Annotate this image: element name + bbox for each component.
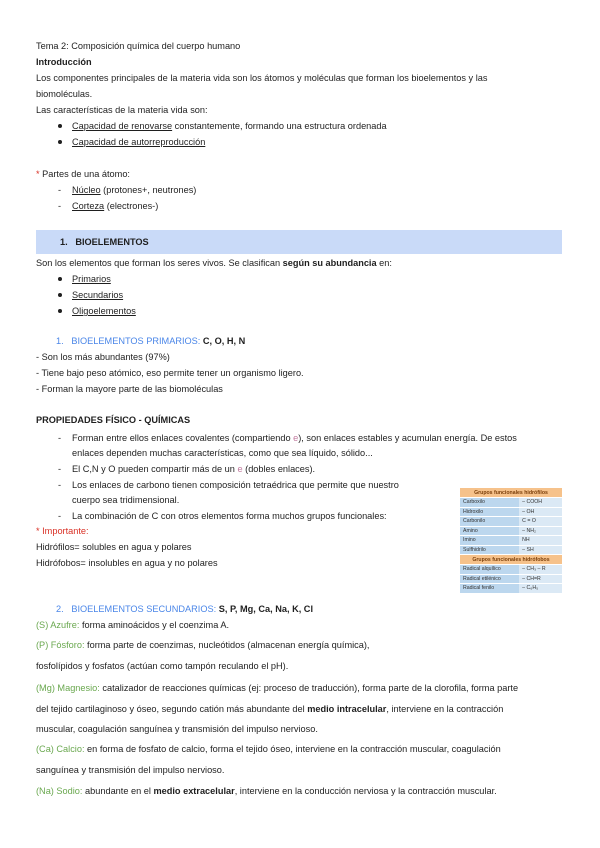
list-item-text: (protones+, neutrones) bbox=[100, 185, 197, 195]
list-item-text: (dobles enlaces). bbox=[242, 464, 316, 474]
table-cell: – SH bbox=[519, 546, 562, 555]
subsection-heading bbox=[56, 335, 245, 347]
list-item bbox=[72, 136, 205, 148]
dash-marker: - bbox=[58, 185, 62, 195]
table-cell: C = O bbox=[519, 517, 562, 526]
element-description bbox=[36, 639, 369, 651]
intro-paragraph: Los componentes principales de la materia vida son los átomos y moléculas que forman los bioelementos y las bbox=[36, 73, 488, 83]
list-item: Primarios bbox=[72, 274, 111, 284]
dash-marker: - bbox=[58, 201, 62, 211]
subsection-title: BIOELEMENTOS PRIMARIOS: bbox=[71, 336, 203, 346]
table-cell: – CH=R bbox=[519, 575, 562, 584]
dash-marker: - bbox=[58, 433, 62, 443]
list-item-underlined: Capacidad de renovarse bbox=[72, 121, 173, 131]
intro-heading: Introducción bbox=[36, 57, 92, 67]
element-text-bold: medio intracelular bbox=[307, 704, 387, 714]
atom-parts-text: Partes de una átomo: bbox=[39, 169, 130, 179]
hydrophobic-definition: Hidrófobos= insolubles en agua y no polares bbox=[36, 558, 218, 568]
list-item-underlined: Núcleo bbox=[72, 185, 101, 195]
table-cell: – NH₂ bbox=[519, 527, 562, 536]
subsection-elements: C, O, H, N bbox=[202, 336, 246, 346]
list-item-text: El C,N y O pueden compartir más de un bbox=[72, 464, 238, 474]
table-cell: Amino bbox=[460, 527, 519, 536]
element-text: abundante en el bbox=[82, 786, 154, 796]
list-item bbox=[72, 432, 517, 444]
table-cell: – CH₃ – R bbox=[519, 565, 562, 574]
element-description bbox=[36, 682, 518, 694]
table-row bbox=[460, 508, 562, 518]
element-label: (Na) Sodio: bbox=[36, 786, 83, 796]
table-cell: Radical alquílico bbox=[460, 565, 519, 574]
list-item-cont: cuerpo sea tridimensional. bbox=[72, 495, 180, 505]
element-description bbox=[36, 619, 229, 631]
table-row bbox=[460, 498, 562, 508]
atom-parts-label bbox=[36, 168, 130, 180]
section-intro-bold: según su abundancia bbox=[282, 258, 377, 268]
table-cell: Radical etilénico bbox=[460, 575, 519, 584]
subsection-heading bbox=[56, 603, 313, 615]
section-intro-end: en: bbox=[376, 258, 392, 268]
list-item-text: Forman entre ellos enlaces covalentes (compartiendo bbox=[72, 433, 294, 443]
table-cell: Carboxilo bbox=[460, 498, 519, 507]
bullet-dot bbox=[58, 293, 62, 297]
element-description bbox=[36, 743, 501, 755]
list-item: Secundarios bbox=[72, 290, 124, 300]
section-heading bbox=[60, 236, 149, 248]
element-text: forma aminoácidos y el coenzima A. bbox=[79, 620, 230, 630]
bullet-dot bbox=[58, 277, 62, 281]
table-row bbox=[460, 575, 562, 585]
intro-characteristics: Las características de la materia vida son: bbox=[36, 105, 208, 115]
list-item: Oligoelementos bbox=[72, 306, 136, 316]
element-text: en forma de fosfato de calcio, forma el tejido óseo, interviene en la contracción muscular, coagulación bbox=[84, 744, 501, 754]
table-header: Grupos funcionales hidrófilos bbox=[460, 488, 562, 498]
table-cell: Radical fenilo bbox=[460, 584, 519, 593]
list-item-text: ), son enlaces estables y acumulan energía. De estos bbox=[298, 433, 517, 443]
list-item-text: constantemente, formando una estructura ordenada bbox=[172, 121, 387, 131]
subsection-number: 2. bbox=[56, 604, 64, 614]
list-item-underlined: Corteza bbox=[72, 201, 105, 211]
list-item-text: (electrones-) bbox=[104, 201, 159, 211]
element-label: (Mg) Magnesio: bbox=[36, 683, 100, 693]
element-text: del tejido cartilaginoso y óseo, segundo catión más abundante del bbox=[36, 704, 308, 714]
table-cell: Carbonilo bbox=[460, 517, 519, 526]
element-description-cont: sanguínea y transmisión del impulso nervioso. bbox=[36, 765, 225, 775]
hydrophilic-definition: Hidrófilos= solubles en agua y polares bbox=[36, 542, 192, 552]
subsection-number: 1. bbox=[56, 336, 64, 346]
subsection-title: BIOELEMENTOS SECUNDARIOS: bbox=[71, 604, 219, 614]
dash-marker: - bbox=[58, 480, 62, 490]
subsection-elements: S, P, Mg, Ca, Na, K, Cl bbox=[218, 604, 313, 614]
list-item: Los enlaces de carbono tienen composición tetraédrica que permite que nuestro bbox=[72, 480, 399, 490]
table-row bbox=[460, 536, 562, 546]
table-cell: – OH bbox=[519, 508, 562, 517]
table-cell: – C₆H₅ bbox=[519, 584, 562, 593]
electron-symbol: e bbox=[293, 433, 299, 443]
properties-heading: PROPIEDADES FÍSICO - QUÍMICAS bbox=[36, 415, 191, 425]
section-intro bbox=[36, 257, 392, 269]
dash-marker: - bbox=[58, 511, 62, 521]
element-description-cont: muscular, coagulación sanguínea y transmisión del impulso nervioso. bbox=[36, 724, 318, 734]
table-row bbox=[460, 584, 562, 594]
element-description-cont: fosfolípidos y fosfatos (actúan como tampón reculando el pH). bbox=[36, 661, 289, 671]
electron-symbol: e bbox=[237, 464, 243, 474]
table-cell: – COOH bbox=[519, 498, 562, 507]
bullet-dot bbox=[58, 140, 62, 144]
table-cell: Imino bbox=[460, 536, 519, 545]
section-intro-text: Son los elementos que forman los seres vivos. Se clasifican bbox=[36, 258, 283, 268]
element-text: , interviene en la contracción bbox=[386, 704, 504, 714]
element-label: (S) Azufre: bbox=[36, 620, 80, 630]
table-cell: NH bbox=[519, 536, 562, 545]
bullet-dot bbox=[58, 124, 62, 128]
table-header: Grupos funcionales hidrófobos bbox=[460, 555, 562, 565]
element-text-bold: medio extracelular bbox=[153, 786, 235, 796]
list-item bbox=[72, 200, 158, 212]
important-label: * Importante: bbox=[36, 526, 89, 536]
list-item bbox=[72, 120, 387, 132]
text-line: - Forman la mayore parte de las biomoléculas bbox=[36, 384, 223, 394]
text-line: - Son los más abundantes (97%) bbox=[36, 352, 170, 362]
table-row bbox=[460, 517, 562, 527]
text-line: - Tiene bajo peso atómico, eso permite tener un organismo ligero. bbox=[36, 368, 304, 378]
intro-paragraph-cont: biomoléculas. bbox=[36, 89, 93, 99]
functional-groups-table bbox=[460, 488, 562, 594]
list-item-cont: enlaces dependen muchas características, como que sea líquido, sólido... bbox=[72, 448, 373, 458]
element-label: (P) Fósforo: bbox=[36, 640, 85, 650]
table-row bbox=[460, 527, 562, 537]
element-description-cont bbox=[36, 703, 503, 715]
element-description bbox=[36, 785, 497, 797]
section-number: 1. bbox=[60, 237, 68, 247]
section-title: BIOELEMENTOS bbox=[75, 237, 149, 247]
bullet-dot bbox=[58, 309, 62, 313]
list-item bbox=[72, 184, 196, 196]
element-text: , interviene en la conducción nerviosa y la contracción muscular. bbox=[234, 786, 497, 796]
list-item-underlined: Capacidad de autorreproducción bbox=[72, 137, 206, 147]
table-cell: Sulfhidrilo bbox=[460, 546, 519, 555]
table-cell: Hidroxilo bbox=[460, 508, 519, 517]
document-title: Tema 2: Composición química del cuerpo humano bbox=[36, 41, 241, 51]
asterisk: * bbox=[36, 169, 40, 179]
table-row bbox=[460, 565, 562, 575]
element-text: catalizador de reacciones químicas (ej: proceso de traducción), forma parte de la clorofila, forma parte bbox=[99, 683, 519, 693]
element-label: (Ca) Calcio: bbox=[36, 744, 85, 754]
dash-marker: - bbox=[58, 464, 62, 474]
list-item: La combinación de C con otros elementos forma muchos grupos funcionales: bbox=[72, 511, 387, 521]
list-item bbox=[72, 463, 315, 475]
element-text: forma parte de coenzimas, nucleótidos (almacenan energía química), bbox=[84, 640, 370, 650]
table-row bbox=[460, 546, 562, 556]
